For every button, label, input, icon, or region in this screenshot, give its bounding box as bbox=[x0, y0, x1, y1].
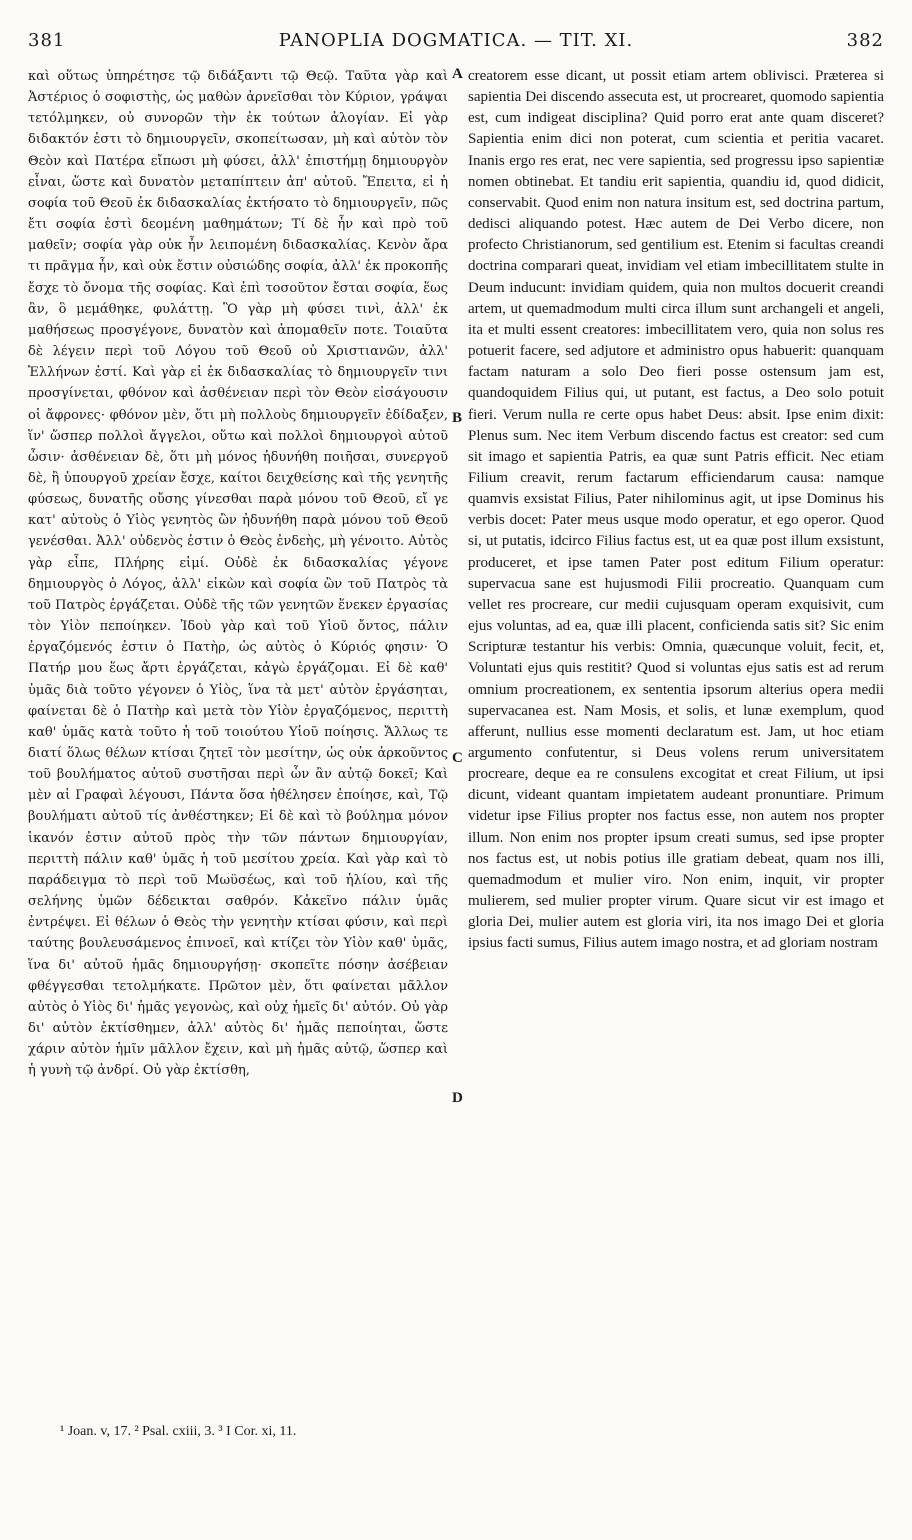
margin-letter-a: A bbox=[452, 66, 463, 82]
running-title: PANOPLIA DOGMATICA. — TIT. XI. bbox=[278, 30, 634, 51]
latin-text: creatorem esse dicant, ut possit etiam artem oblivisci. Præterea si sapientia Dei discendo assecuta est, ut procrearet, quomodo sapientia est, cum indigeat disciplina? Quid porro erat ante quam disceret? Sapientia enim dici non poterat, cum scientia et peritia vacaret. Inanis ergo res erat, nec vere sapientia, sed progressu ipso sapientiæ nomen obtinebat. Et tandiu erit sapientia, quandiu id, quod didicit, conservabit. Quod enim non natura insitum est, sed doctrina partum, dedisci aliquando potest. Hæc autem de Dei Verbo dicere, non profecto Christianorum, sed gentilium est. Etenim si facultas creandi doctrina comparari queat, invidiam vel etiam imbecillitatem stulte in Deum inducunt: invidiam quidem, quia non multos docuerit creandi artem, ut quemadmodum multi circa illum sunt archangeli et angeli, ita et multi essent creatores: imbecillitatem vero, quia non solus res potuerit facere, sed adjutore et administro opus habuerit: quanquam factam naturam a solo Deo fieri posse ostensum jam est, quandoquidem Filius qui, ut putant, est factus, a Deo solo potuit fieri. Verum nulla re certe opus habet Deus: absit. Ipse enim dixit: Plenus sum. Nec item Verbum discendo factus est creator: sed cum sit imago et sapientia Patris, ea quæ sunt Patris efficit. Nec etiam Filium creavit, rerum factarum efficiendarum causa: namque quamvis exsistat Filius, Pater nihilominus agit, ut ipse Dominus his verbis docet: Pater meus usque modo operatur, et ego operor. Quod si, ut putatis, idcirco Filius factus est, ut ea quæ post illum exsistunt, produceret, et ipse tamen Pater post editum Filium operatur: supervacua sane est hujusmodi Filii procreatio. Quanquam cum vellet res procreare, cur medii cujusquam operam exquisivit, cum ejus voluntas, ad ea, quæ illi placent, conficienda satis sit? Sic enim Scripturæ testantur his verbis: Omnia, quæcunque voluit, fecit, et, Voluntati ejus quis restitit? Quod si voluntas ejus satis est ad rerum omnium procreationem, ex sententia ipsorum alterius opera medii supervacanea est. Nam Mosis, et solis, et lunæ exemplum, quod afferunt, nullius esse momenti declaratum est. Jam, ut hoc etiam argumento confutentur, si Deus volens rerum universitatem procreare, deque ea re consulens excogitat et creat Filium, ut ipsi dicunt, videant quantam impietatem audeant pronuntiare. Primum videtur ipse Filius propter nos factus esse, non autem nos propter illum. Non enim nos propter ipsum creati sumus, sed ipse propter nos factus est, ut nobis potius ille gratiam debeat, quam nos illi, quemadmodum et mulier viro. Non enim, inquit, vir propter mulierem, sed mulier propter virum. Quare sicut vir est imago et gloria Dei, mulier autem est gloria viri, ita nos imago Dei et gloria ipsius facti sumus, Filius autem imago nostra, et ad gloriam nostram bbox=[468, 68, 884, 952]
greek-text: καὶ οὕτως ὑπηρέτησε τῷ διδάξαντι τῷ Θεῷ. Ταῦτα γὰρ καὶ Ἀστέριος ὁ σοφιστὴς, ὡς μαθὼν ἀρνεῖσθαι τὸν Κύριον, γράψαι τετόλμηκεν, οὐ συνορῶν τὴν ἐκ τούτων ἀλογίαν. Εἰ γὰρ διδακτόν ἐστι τὸ δημιουργεῖν, σκοπείτωσαν, μὴ καὶ αὐτὸν τὸν Θεὸν καὶ Πατέρα εἴπωσι μὴ φύσει, ἀλλ' ἐπιστήμῃ δημιουργὸν εἶναι, ὥστε καὶ δυνατὸν μεταπίπτειν ἀπ' αὐτοῦ. Ἔπειτα, εἰ ἡ σοφία τοῦ Θεοῦ ἐκ διδασκαλίας ἐκτήσατο τὸ δημιουργεῖν, πῶς ἔτι σοφία ἐστὶ δεομένη μαθημάτων; Τί δὲ ἦν καὶ πρὸ τοῦ μαθεῖν; σοφία γὰρ οὐκ ἦν λειπομένη διδασκαλίας. Κενὸν ἄρα τι πρᾶγμα ἦν, καὶ οὐκ ἔστιν οὐσιώδης σοφία, ἀλλ' ἐκ προκοπῆς ἔσχε τὸ ὄνομα τῆς σοφίας. Καὶ ἐπὶ τοσοῦτον ἔσται σοφία, ἕως ἂν, ὃ μεμάθηκε, φυλάττῃ. Ὃ γὰρ μὴ φύσει τινὶ, ἀλλ' ἐκ μαθήσεως προσγέγονε, δυνατὸν καὶ ἀπομαθεῖν ποτε. Τοιαῦτα δὲ λέγειν περὶ τοῦ Λόγου τοῦ Θεοῦ οὐ Χριστιανῶν, ἀλλ' Ἑλλήνων ἐστί. Καὶ γὰρ εἰ ἐκ διδασκαλίας τὸ δημιουργεῖν τινι προσγίνεται, φθόνον καὶ ἀσθένειαν περὶ τὸν Θεὸν εἰσάγουσιν οἱ ἄφρονες· φθόνον μὲν, ὅτι μὴ πολλοὺς δημιουργεῖν ἐδίδαξεν, ἵν' ὥσπερ πολλοὶ ἄγγελοι, οὕτω καὶ πολλοὶ δημιουργοὶ αὐτοῦ ὦσιν· ἀσθένειαν δὲ, ὅτι μὴ μόνος ἠδυνήθη ποιῆσαι, συνεργοῦ δὲ, ἢ ὑπουργοῦ χρείαν ἔσχε, καίτοι δειχθείσης καὶ τῆς γενητῆς φύσεως, δυνατῆς οὔσης γίνεσθαι παρὰ μόνου τοῦ Θεοῦ, εἴ γε κατ' αὐτοὺς ὁ Υἱὸς γενητὸς ὢν ἠδυνήθη παρὰ μόνου τοῦ Θεοῦ γενέσθαι. Ἀλλ' οὐδενὸς ἐστιν ὁ Θεὸς ἐνδεὴς, μὴ γένοιτο. Αὐτὸς γὰρ εἶπε, Πλήρης εἰμί. Οὐδὲ ἐκ διδασκαλίας γέγονε δημιουργὸς ὁ Λόγος, ἀλλ' εἰκὼν καὶ σοφία ὢν τοῦ Πατρὸς τὰ τοῦ Πατρὸς ἐργάζεται. Οὐδὲ τῆς τῶν γενητῶν ἕνεκεν ἐργασίας τὸν Υἱὸν πεποίηκεν. Ἰδοὺ γὰρ καὶ τοῦ Υἱοῦ ὄντος, πάλιν ἐργαζόμενός ἐστιν ὁ Πατὴρ, ὡς αὐτὸς ὁ Κύριός φησιν· Ὁ Πατήρ μου ἕως ἄρτι ἐργάζεται, κἀγὼ ἐργάζομαι. Εἰ δὲ καθ' ὑμᾶς διὰ τοῦτο γέγονεν ὁ Υἱὸς, ἵνα τὰ μετ' αὐτὸν ἐργάσηται, φαίνεται δὲ ὁ Πατὴρ καὶ μετὰ τὸν Υἱὸν ἐργαζόμενος, περιττὴ καθ' ὑμᾶς κατὰ τοῦτο ἡ τοῦ τοιούτου Υἱοῦ ποίησις. Ἄλλως τε διατί ὅλως θέλων κτίσαι ζητεῖ τὸν μεσίτην, ὡς οὐκ ἀρκοῦντος τοῦ βουλήματος αὐτοῦ συστῆσαι περὶ ὧν ἂν αὐτῷ δοκεῖ; Καὶ μὲν αἱ Γραφαὶ λέγουσι, Πάντα ὅσα ἠθέλησεν ἐποίησε, καὶ, Τῷ βουλήματι αὐτοῦ τίς ἀνθέστηκεν; Εἰ δὲ καὶ τὸ βούλημα μόνον ἱκανόν ἐστιν αὐτοῦ πρὸς τὴν τῶν πάντων δημιουργίαν, περιττὴ πάλιν καθ' ὑμᾶς ἡ τοῦ μεσίτου χρεία. Καὶ γὰρ καὶ τὸ παράδειγμα τὸ περὶ τοῦ Μωϋσέως, καὶ τοῦ ἡλίου, καὶ τῆς σελήνης ὑμῶν δέδεικται σαθρόν. Κἀκεῖνο πάλιν ὑμᾶς ἐντρέψει. Εἰ θέλων ὁ Θεὸς τὴν γενητὴν κτίσαι φύσιν, καὶ περὶ ταύτης βουλευσάμενος ἐπινοεῖ, καὶ κτίζει τὸν Υἱὸν καθ' ὑμᾶς, ἵνα δι' αὐτοῦ ἡμᾶς δημιουργήσῃ· σκοπεῖτε πόσην ἀσέβειαν φθέγγεσθαι τετολμήκατε. Πρῶτον μὲν, ὅτι φαίνεται μᾶλλον αὐτὸς ὁ Υἱὸς δι' ἡμᾶς γεγονὼς, καὶ οὐχ ἡμεῖς δι' αὐτόν. Οὐ γὰρ δι' αὐτὸν ἐκτίσθημεν, ἀλλ' αὐτὸς δι' ἡμᾶς πεποίηται, ὥστε χάριν αὐτὸν ἡμῖν μᾶλλον ἔχειν, καὶ μὴ ἡμᾶς αὐτῷ, ὥσπερ καὶ ἡ γυνὴ τῷ ἀνδρί. Οὐ γὰρ ἐκτίσθη, bbox=[28, 69, 448, 1079]
page-number-right: 382 bbox=[846, 30, 884, 51]
margin-letter-c: C bbox=[452, 750, 463, 766]
footnotes: ¹ Joan. v, 17. ² Psal. cxiii, 3. ³ I Cor. xi, 11. bbox=[60, 1424, 297, 1439]
margin-letter-b: B bbox=[452, 410, 463, 426]
margin-letter-d: D bbox=[452, 1090, 463, 1106]
page-number-left: 381 bbox=[28, 30, 66, 51]
greek-column bbox=[28, 66, 448, 1416]
latin-column bbox=[468, 66, 884, 1416]
page-header bbox=[28, 30, 884, 56]
